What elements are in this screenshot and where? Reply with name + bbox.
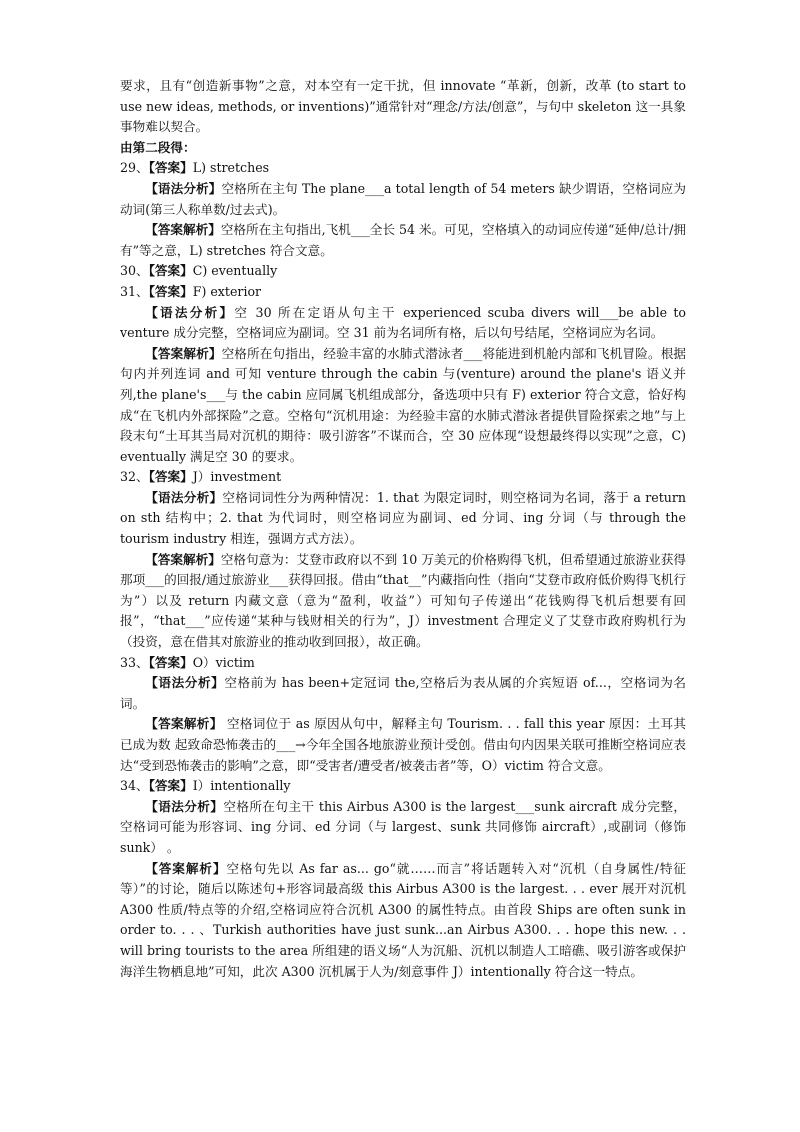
answer-explanation-34 <box>120 859 686 983</box>
grammar-analysis-33 <box>120 673 686 714</box>
answer-explanation-31 <box>120 344 686 468</box>
intro-paragraph: 要求，且有“创造新事物”之意，对本空有一定干扰，但 innovate “革新，创新，改革 (to start to use new ideas, methods, or inventions)”通常针对“理念/方法/创意”，与句中 skeleton 这一具象事物难以契合。 <box>120 78 686 135</box>
answer-label: 【答案】 <box>148 469 193 485</box>
question-number: 31、 <box>120 283 149 299</box>
answer-label: 【答案】 <box>148 263 193 279</box>
answer-line-34 <box>120 776 686 797</box>
grammar-label: 【语法分析】 <box>145 304 235 320</box>
answer-value: C) eventually <box>192 263 278 279</box>
explain-text: 空格句意为：艾登市政府以不到 10 万美元的价格购得飞机，但希望通过旅游业获得那项___的回报/通过旅游业___获得回报。借由“that__”内藏指向性（指向“艾登市政府低价购得飞机行为”）以及 return 内藏文意（意为“盈利，收益”）可知句子传递出“花钱购得飞机后想要有回报”，“that___”应传递“某种与钱财相关的行为”，J）investment 合理定义了艾登市政府购机行为（投资，意在借其对旅游业的推动收到回报），故正确。 <box>120 551 686 650</box>
answer-label: 【答案】 <box>148 654 193 670</box>
document-page <box>120 76 686 982</box>
grammar-label: 【语法分析】 <box>145 675 225 691</box>
question-number: 34、 <box>120 778 149 794</box>
grammar-text: 空 30 所在定语从句主干 experienced scuba divers will___be able to venture 成分完整，空格词应为副词。空 31 前为名词所有格，后以句号结尾，空格词应为名词。 <box>120 304 687 341</box>
explain-label: 【答案解析】 <box>145 222 221 238</box>
answer-value: I）intentionally <box>192 778 291 794</box>
grammar-text: 空格前为 has been+定冠词 the,空格后为表从属的介宾短语 of...，空格词为名词。 <box>120 675 686 711</box>
grammar-text: 空格词词性分为两种情况：1. that 为限定词时，则空格词为名词，落于 a return on sth 结构中；2. that 为代词时，则空格词应为副词、ed 分词、ing 分词（与 through the tourism industry 相连，强调方式方法）。 <box>120 489 686 547</box>
grammar-label: 【语法分析】 <box>145 489 223 505</box>
answer-label: 【答案】 <box>148 778 193 794</box>
answer-value: J）investment <box>192 469 282 485</box>
answer-explanation-29 <box>120 220 686 261</box>
explain-label: 【答案解析】 <box>145 551 221 567</box>
explain-label: 【答案解析】 <box>145 860 227 876</box>
section-heading: 由第二段得： <box>120 139 196 155</box>
grammar-analysis-29 <box>120 179 686 220</box>
grammar-text: 空格所在主句 The plane___a total length of 54 meters 缺少谓语，空格词应为动词(第三人称单数/过去式)。 <box>120 180 686 217</box>
question-number: 29、 <box>120 160 149 176</box>
explain-text: 空格句先以 As far as... go“就……而言”将话题转入对“沉机（自身属性/特征等）”的讨论，随后以陈述句+形容词最高级 this Airbus A300 is the largest. . . ever 展开对沉机 A300 性质/特点等的介绍,空格词应符合沉机 A300 的属性特点。由首段 Ships are often sunk in order to. . . 、Turkish authorities have just sunk...an Airbus A300. . . hope this new. . . will bring tourists to the area 所组建的语义场“人为沉船、沉机以制造人工暗礁、吸引游客或保护海洋生物栖息地”可知，此次 A300 沉机属于人为/刻意事件 J）intentionally 符合这一特点。 <box>120 860 686 979</box>
answer-line-33 <box>120 653 686 674</box>
grammar-analysis-32 <box>120 488 686 550</box>
grammar-analysis-34 <box>120 797 686 859</box>
answer-line-32 <box>120 467 686 488</box>
question-number: 32、 <box>120 469 149 485</box>
answer-label: 【答案】 <box>148 283 193 299</box>
answer-line-31 <box>120 282 686 303</box>
explain-text: 空格词位于 as 原因从句中，解释主句 Tourism. . . fall this year 原因：土耳其已成为数 起致命恐怖袭击的___→今年全国各地旅游业预计受创。借由句内因果关联可推断空格词应表达“受到恐怖袭击的影响”之意，即“受害者/遭受者/被袭击者”等，O）victim 符合文意。 <box>120 716 686 773</box>
answer-value: F) exterior <box>192 283 262 299</box>
explain-label: 【答案解析】 <box>145 345 222 361</box>
grammar-text: 空格所在句主干 this Airbus A300 is the largest___sunk aircraft 成分完整，空格词可能为形容词、ing 分词、ed 分词（与 largest、sunk 共同修饰 aircraft）,或副词（修饰 sunk） 。 <box>120 798 686 855</box>
answer-value: L) stretches <box>192 160 270 176</box>
explain-text: 空格所在句指出，经验丰富的水肺式潜泳者___将能进到机舱内部和飞机冒险。根据句内并列连词 and 可知 venture through the cabin 与(venture) around the plane's 语义并列,the plane's___与 the cabin 应同属飞机组成部分，备选项中只有 F) exterior 符合文意，恰好构成“在飞机内外部探险”之意。空格句“沉机用途：为经验丰富的水肺式潜泳者提供冒险探索之地”与上段末句“土耳其当局对沉机的期待：吸引游客”不谋而合，空 30 应体现“设想最终得以实现”之意，C) eventually 满足空 30 的要求。 <box>120 345 687 464</box>
grammar-label: 【语法分析】 <box>145 180 222 196</box>
question-number: 33、 <box>120 654 149 670</box>
answer-explanation-32 <box>120 550 686 653</box>
grammar-analysis-31 <box>120 303 686 344</box>
grammar-label: 【语法分析】 <box>145 798 224 814</box>
explain-text: 空格所在主句指出,飞机___全长 54 米。可见，空格填入的动词应传递“延伸/总计/拥有”等之意，L) stretches 符合文意。 <box>120 222 686 258</box>
answer-line-29 <box>120 158 686 179</box>
explain-label: 【答案解析】 <box>145 716 223 732</box>
answer-line-30 <box>120 261 686 282</box>
answer-value: O）victim <box>192 654 255 670</box>
answer-label: 【答案】 <box>148 160 193 176</box>
answer-explanation-33 <box>120 714 686 776</box>
question-number: 30、 <box>120 263 149 279</box>
